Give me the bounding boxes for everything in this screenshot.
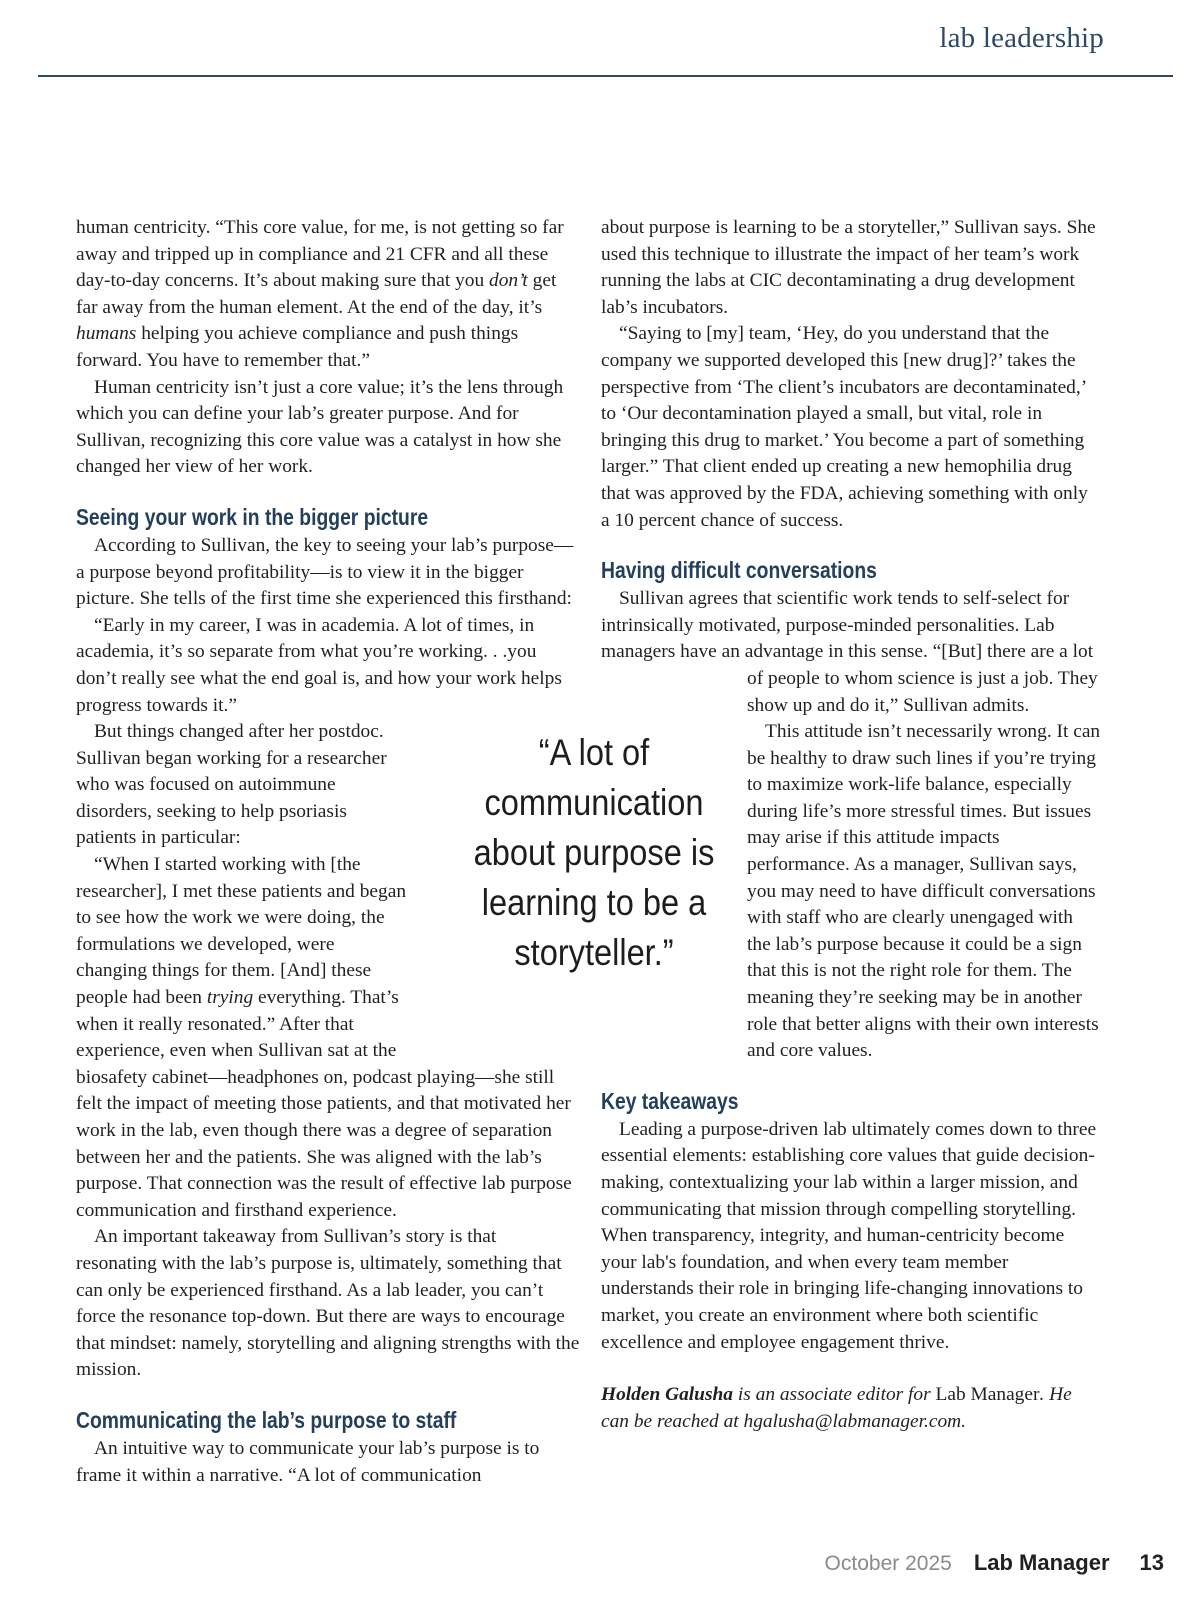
paragraph: But things changed after her postdoc. Sullivan began working for a researcher who was focused on autoimmune disorders, seeking to help psoriasis patients in particular: [76,721,387,849]
paragraph: “Saying to [my] team, ‘Hey, do you understand that the company we supported developed this [new drug]?’ takes the perspective from ‘The client’s incubators are decontaminated,’ to ‘Our decontamination played a small, but vital, role in bringing this drug to market.’ You become a part of something larger.” That client ended up creating a new hemophilia drug that was approved by the FDA, achieving something with only a 10 percent chance of success. [601,323,1088,531]
paragraph: According to Sullivan, the key to seeing your lab’s purpose—a purpose beyond profitability—is to view it in the bigger picture. She tells of the first time she experienced this firsthand: [76,534,574,610]
text-run: human centricity. “This core value, for me, is not getting so far away and tripped up in compliance and 21 CFR and all these day-to-day concerns. It’s about making sure that you [76,217,564,292]
paragraph: An intuitive way to communicate your lab’s purpose is to frame it within a narrative. “A lot of communication [76,1437,540,1486]
footer-magazine-name: Lab Manager [973,1550,1110,1575]
paragraph [76,215,580,375]
text-run: “When I started working with [the researcher], I met these patients and began to see how the work we were doing, the formulations we developed, were changing things for them. [And] these people had been [76,854,407,1009]
paragraph: “Early in my career, I was in academia. A lot of times, in academia, it’s so separate from what you’re working. . .you don’t really see what the end goal is, and how your work helps progress towards it.” [76,614,562,716]
pull-quote-text: “A lot of communication about purpose is learning to be a storyteller.” [473,732,715,973]
paragraph: This attitude isn’t necessarily wrong. It can be healthy to draw such lines if you’re trying to maximize work-life balance, especially during life’s more stressful times. But issues may arise if this attitude impacts performance. As a manager, Sullivan says, you may need to have difficult conversations with staff who are clearly unengaged with the lab’s purpose because it could be a sign that this is not the right role for them. The meaning they’re seeking may be in another role that better aligns with their own interests and core values. [747,721,1101,1062]
emphasis: humans [76,323,137,345]
header-rule [38,75,1173,77]
emphasis: trying [206,987,254,1009]
paragraph: Leading a purpose-driven lab ultimately comes down to three essential elements: establishing core values that guide decision-making, contextualizing your lab within a larger mission, and communicating that mission through compelling storytelling. When transparency, integrity, and human-centricity become your lab's foundation, and when every team member understands their role in bringing life-changing innovations to market, you create an environment where both scientific excellence and employee engagement thrive. [601,1118,1097,1353]
paragraph: Sullivan agrees that scientific work tends to self-select for intrinsically motivated, purpose-minded personalities. Lab managers have an advantage in this sense. “[But] there are a lot of people to whom science is just a job. They show up and do it,” Sullivan admits. [601,586,1101,719]
magazine-name: Lab Manager [935,1384,1040,1406]
paragraph: An important takeaway from Sullivan’s story is that resonating with the lab’s purpose is, ultimately, something that can only be experienced firsthand. As a lab leader, you can’t force the resonance top-down. But there are ways to encourage that mindset: namely, storytelling and aligning strengths with the mission. [76,1226,580,1381]
section-label: lab leadership [939,22,1104,54]
issue-date: October 2025 [824,1552,952,1575]
page-footer [825,1550,1164,1576]
text-run: helping you achieve compliance and push things forward. You have to remember that.” [76,323,519,371]
text-run: everything. That’s when it really resonated.” After that experience, even when Sullivan sat at the biosafety cabinet—headphones on, podcast playing—she still felt the impact of meeting those patients, and that motivated her work in the lab, even though there was a degree of separation between her and the patients. She was aligned with the lab’s purpose. That connection was the result of effective lab purpose communication and firsthand experience. [76,987,572,1221]
subheading-key-takeaways: Key takeaways [601,1087,739,1114]
subheading-communicating: Communicating the lab’s purpose to staff [76,1406,457,1433]
paragraph: Human centricity isn’t just a core value; it’s the lens through which you can define your lab’s greater purpose. And for Sullivan, recognizing this core value was a catalyst in how she changed her view of her work. [76,376,564,478]
paragraph: about purpose is learning to be a storyteller,” Sullivan says. She used this technique to illustrate the impact of her team’s work running the labs at CIC decontaminating a drug development lab’s incubators. [601,217,1096,318]
subheading-difficult-conversations: Having difficult conversations [601,557,877,584]
emphasis: don’t [489,270,528,292]
text-run: get far away from the human element. At the end of the day, it’s [76,270,557,318]
author-name: Holden Galusha [601,1384,733,1406]
text-run: . He can be reached at hgalusha@labmanager.com. [601,1384,1072,1432]
pull-quote [445,728,743,978]
author-byline [601,1382,1101,1435]
subheading-bigger-picture: Seeing your work in the bigger picture [76,503,429,530]
page-number: 13 [1139,1550,1164,1575]
text-run: is an associate editor for [733,1384,936,1406]
